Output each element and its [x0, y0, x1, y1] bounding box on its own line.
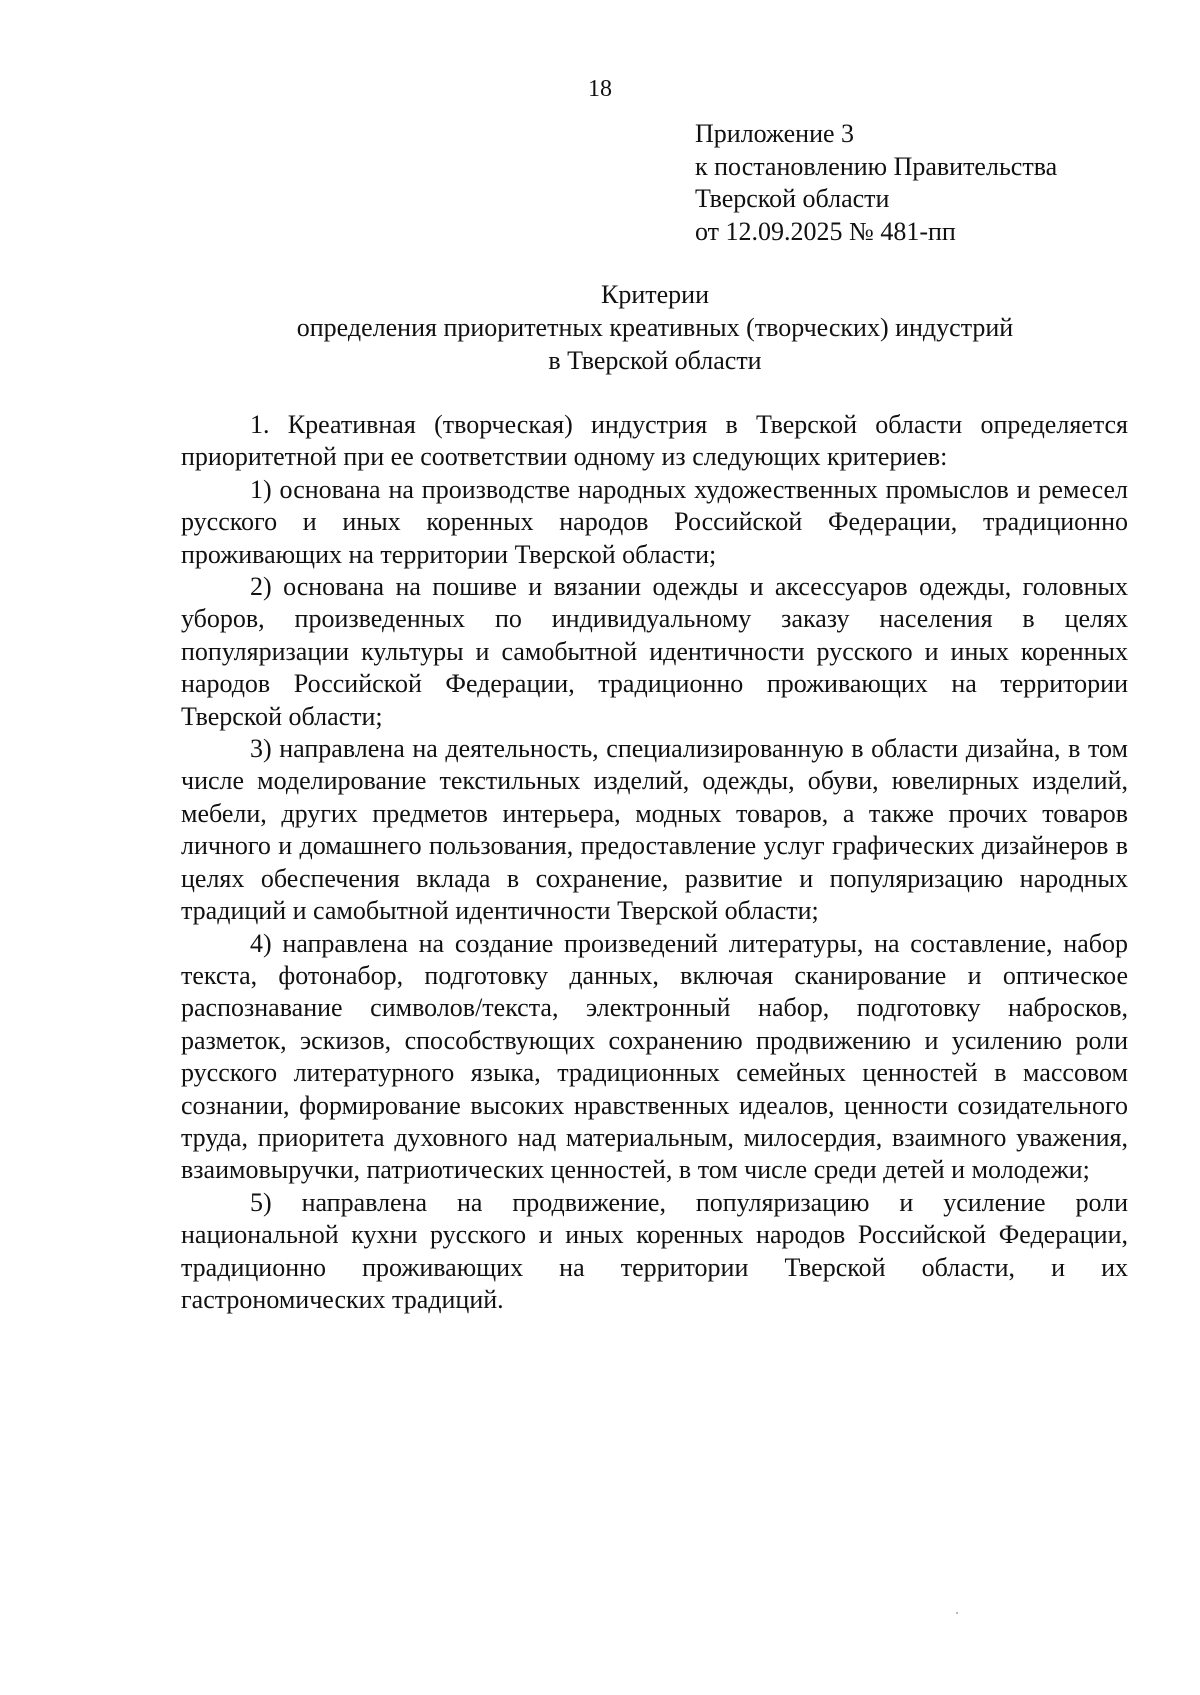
title-line-3: в Тверской области: [548, 346, 762, 375]
paragraph-intro: 1. Креативная (творческая) индустрия в Тверской области определяется приоритетной при ее соответствии одному из следующих критериев:: [181, 410, 1128, 472]
appendix-header: [695, 118, 1155, 248]
page-number: 18: [588, 76, 612, 102]
paragraph-criterion-3: 3) направлена на деятельность, специализированную в области дизайна, в том числе моделирование текстильных изделий, одежды, обуви, ювелирных изделий, мебели, других предметов интерьера, модных товаров, а также прочих товаров личного и домашнего пользования, предоставление услуг графических дизайнеров в целях обеспечения вклада в сохранение, развитие и популяризацию народных традиций и самобытной идентичности Тверской области;: [181, 734, 1128, 926]
document-body: [181, 409, 1128, 1316]
paragraph-criterion-1: 1) основана на производстве народных художественных промыслов и ремесел русского и иных коренных народов Российской Федерации, традиционно проживающих на территории Тверской области;: [181, 474, 1128, 569]
title-line-2: определения приоритетных креативных (творческих) индустрий: [296, 313, 1014, 342]
paragraph-criterion-4: 4) направлена на создание произведений литературы, на составление, набор текста, фотонабор, подготовку данных, включая сканирование и оптическое распознавание символов/текста, электронный набор, подготовку набросков, разметок, эскизов, способствующих сохранению продвижению и усилению роли русского литературного языка, традиционных семейных ценностей в массовом сознании, формирование высоких нравственных идеалов, ценности созидательного труда, приоритета духовного над материальным, милосердия, взаимного уважения, взаимовыручки, патриотических ценностей, в том числе среди детей и молодежи;: [181, 928, 1128, 1185]
paragraph-criterion-2: 2) основана на пошиве и вязании одежды и аксессуаров одежды, головных уборов, произведенных по индивидуальному заказу населения в целях популяризации культуры и самобытной идентичности русского и иных коренных народов Российской Федерации, традиционно проживающих на территории Тверской области;: [181, 572, 1128, 731]
scan-artifact-dot: [956, 1612, 958, 1614]
title-line-1: Критерии: [601, 280, 709, 309]
document-title: [180, 278, 1130, 377]
paragraph-criterion-5: 5) направлена на продвижение, популяризацию и усиление роли национальной кухни русского и иных коренных народов Российской Федерации, традиционно проживающих на территории Тверской области, и их гастрономических традиций.: [181, 1187, 1128, 1314]
appendix-region: Тверской области: [695, 184, 890, 213]
appendix-resolution-ref: к постановлению Правительства: [695, 151, 1058, 181]
appendix-number: Приложение 3: [695, 119, 855, 148]
appendix-date-number: от 12.09.2025 № 481-пп: [695, 216, 956, 246]
